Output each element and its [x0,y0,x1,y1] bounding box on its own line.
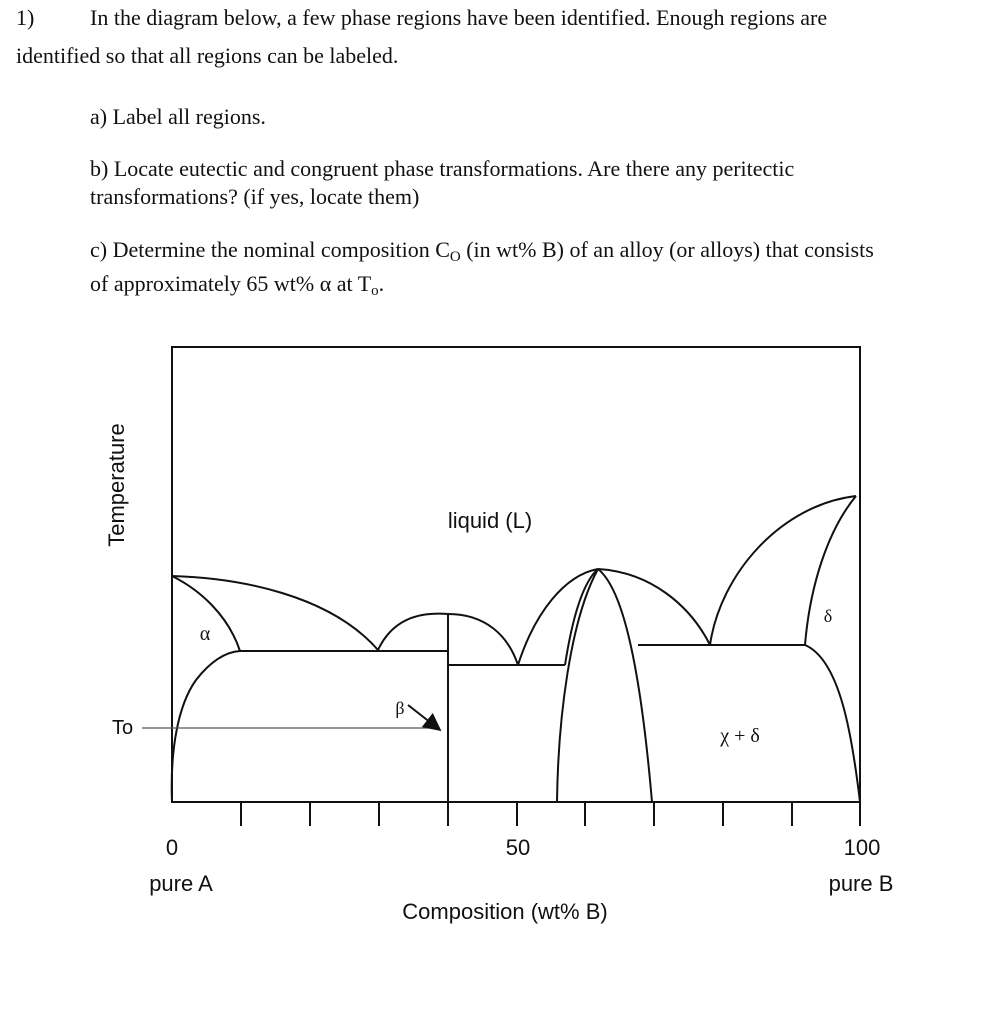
gamma-solvus-left [557,569,598,802]
beta-region-label: β [395,698,405,718]
tick-label-50: 50 [505,835,531,860]
beta-arrow [408,705,440,730]
gamma-solvus-right [598,569,652,802]
liquidus-beta [378,614,448,650]
to-label: To [112,717,134,739]
pure-a-label: pure A [149,871,213,896]
part-c-line2-pre: of approximately 65 wt% α at T [90,271,372,296]
solidus-gamma-left [565,569,598,665]
y-axis-label: Temperature [104,423,129,547]
question-intro-line2: identified so that all regions can be labeled. [16,43,399,68]
tick-label-100: 100 [843,835,881,860]
x-axis-label: Composition (wt% B) [402,899,608,924]
liquidus-delta [710,496,856,645]
part-c-line2-sub: o [371,283,379,299]
liquidus-beta-right [448,614,518,665]
part-c-line1-sub: O [449,249,461,265]
liquidus-gamma-right [598,569,710,645]
part-c-line2-post: . [378,271,385,296]
pure-b-label: pure B [828,871,894,896]
delta-region-label: δ [823,606,833,626]
chi-delta-region-label: χ + δ [720,725,760,747]
question-number: 1) [16,5,35,30]
liquid-region-label: liquid (L) [447,508,533,533]
delta-solvus [805,645,860,802]
x-ticks [241,802,860,826]
part-c-line1-post: (in wt% B) of an alloy (or alloys) that consists [460,237,874,262]
alpha-solvus [172,651,240,802]
part-c-line1-pre: c) Determine the nominal composition C [90,237,450,262]
part-b-line1: b) Locate eutectic and congruent phase transformations. Are there any peritectic [90,156,795,181]
liquidus-gamma-left [518,569,598,665]
part-a: a) Label all regions. [90,104,266,129]
question-intro-line1: In the diagram below, a few phase regions have been identified. Enough regions are [90,5,828,30]
part-b-line2: transformations? (if yes, locate them) [90,184,420,209]
alpha-region-label: α [199,623,211,645]
tick-label-0: 0 [165,835,179,860]
